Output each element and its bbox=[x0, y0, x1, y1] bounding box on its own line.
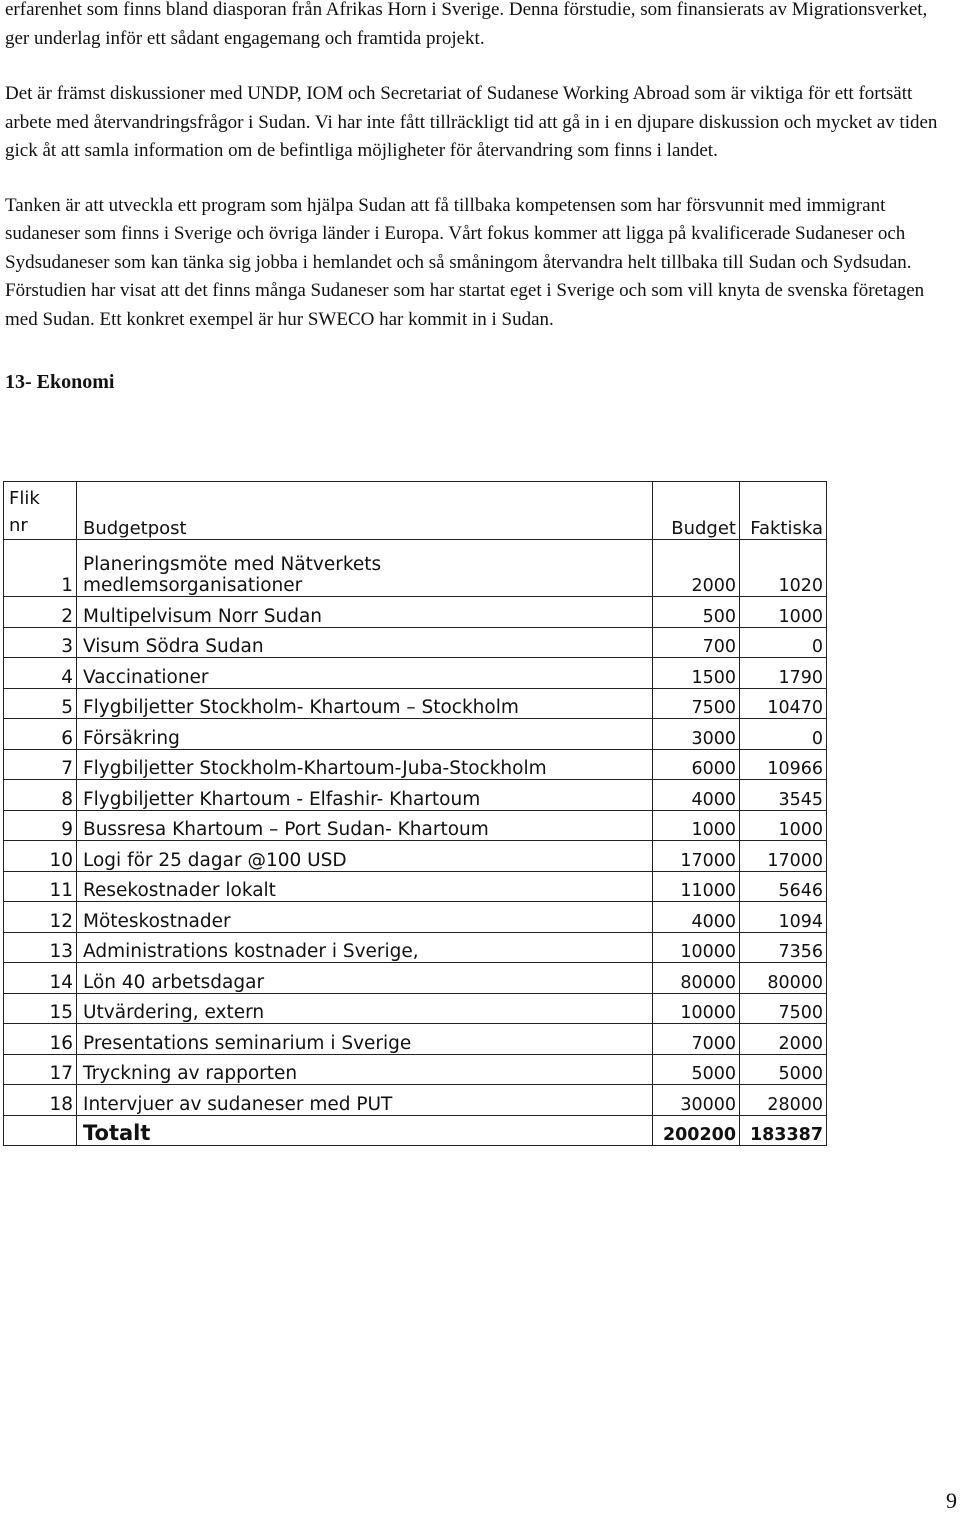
row-budget: 700 bbox=[653, 627, 740, 658]
row-nr: 2 bbox=[4, 597, 77, 628]
table-row bbox=[4, 658, 827, 689]
row-budget: 11000 bbox=[653, 871, 740, 902]
row-budget: 80000 bbox=[653, 963, 740, 994]
row-budget: 6000 bbox=[653, 749, 740, 780]
row-budget: 7000 bbox=[653, 1024, 740, 1055]
row-faktiska: 3545 bbox=[740, 780, 827, 811]
row-nr: 17 bbox=[4, 1054, 77, 1085]
row-nr: 15 bbox=[4, 993, 77, 1024]
row-budgetpost: Flygbiljetter Khartoum - Elfashir- Khartoum bbox=[77, 780, 653, 811]
row-nr: 11 bbox=[4, 871, 77, 902]
row-faktiska: 5646 bbox=[740, 871, 827, 902]
row-budgetpost: Presentations seminarium i Sverige bbox=[77, 1024, 653, 1055]
table-row bbox=[4, 841, 827, 872]
header-faktiska: Faktiska bbox=[740, 482, 827, 540]
table-row bbox=[4, 1054, 827, 1085]
table-row bbox=[4, 932, 827, 963]
table-header-row bbox=[4, 482, 827, 540]
row-budget: 17000 bbox=[653, 841, 740, 872]
total-nr-cell bbox=[4, 1115, 77, 1146]
row-budgetpost: Administrations kostnader i Sverige, bbox=[77, 932, 653, 963]
total-faktiska: 183387 bbox=[740, 1115, 827, 1146]
table-row bbox=[4, 963, 827, 994]
row-nr: 16 bbox=[4, 1024, 77, 1055]
row-faktiska: 17000 bbox=[740, 841, 827, 872]
header-flik-nr: Flik nr bbox=[4, 482, 77, 540]
row-faktiska: 1000 bbox=[740, 597, 827, 628]
row-budget: 2000 bbox=[653, 540, 740, 597]
row-budgetpost: Utvärdering, extern bbox=[77, 993, 653, 1024]
row-budget: 4000 bbox=[653, 780, 740, 811]
row-nr: 14 bbox=[4, 963, 77, 994]
section-heading: 13- Ekonomi bbox=[5, 371, 115, 393]
row-faktiska: 80000 bbox=[740, 963, 827, 994]
table-row bbox=[4, 902, 827, 933]
row-budgetpost: Planeringsmöte med Nätverkets medlemsorganisationer bbox=[77, 540, 653, 597]
row-budget: 10000 bbox=[653, 993, 740, 1024]
row-faktiska: 1094 bbox=[740, 902, 827, 933]
row-faktiska: 0 bbox=[740, 627, 827, 658]
row-nr: 3 bbox=[4, 627, 77, 658]
document-page bbox=[5, 0, 955, 396]
row-faktiska: 1790 bbox=[740, 658, 827, 689]
row-budget: 4000 bbox=[653, 902, 740, 933]
row-budgetpost: Visum Södra Sudan bbox=[77, 627, 653, 658]
row-nr: 7 bbox=[4, 749, 77, 780]
header-budget: Budget bbox=[653, 482, 740, 540]
row-nr: 12 bbox=[4, 902, 77, 933]
row-budgetpost: Intervjuer av sudaneser med PUT bbox=[77, 1085, 653, 1116]
row-budget: 500 bbox=[653, 597, 740, 628]
row-budget: 1500 bbox=[653, 658, 740, 689]
row-faktiska: 10470 bbox=[740, 688, 827, 719]
table-row bbox=[4, 871, 827, 902]
total-row bbox=[4, 1115, 827, 1146]
row-faktiska: 28000 bbox=[740, 1085, 827, 1116]
table-row bbox=[4, 540, 827, 597]
row-budgetpost: Bussresa Khartoum – Port Sudan- Khartoum bbox=[77, 810, 653, 841]
row-budgetpost: Flygbiljetter Stockholm- Khartoum – Stockholm bbox=[77, 688, 653, 719]
table-row bbox=[4, 627, 827, 658]
row-faktiska: 10966 bbox=[740, 749, 827, 780]
body-paragraph: Det är främst diskussioner med UNDP, IOM och Secretariat of Sudanese Working Abroad som är viktiga för ett fortsätt arbete med återvandringsfrågor i Sudan. Vi har inte fått tillräckligt tid att gå in i en djupare diskussion och mycket av tiden gick åt att samla information om de befintliga möjligheter för återvandring som finns i landet. bbox=[5, 83, 938, 161]
row-budget: 10000 bbox=[653, 932, 740, 963]
table-row bbox=[4, 688, 827, 719]
page-number: 9 bbox=[946, 1488, 957, 1513]
table-row bbox=[4, 1024, 827, 1055]
row-budgetpost: Vaccinationer bbox=[77, 658, 653, 689]
table-row bbox=[4, 719, 827, 750]
row-budgetpost: Resekostnader lokalt bbox=[77, 871, 653, 902]
row-budgetpost: Försäkring bbox=[77, 719, 653, 750]
row-nr: 10 bbox=[4, 841, 77, 872]
row-budgetpost: Logi för 25 dagar @100 USD bbox=[77, 841, 653, 872]
row-faktiska: 1020 bbox=[740, 540, 827, 597]
body-paragraph: erfarenhet som finns bland diasporan från Afrikas Horn i Sverige. Denna förstudie, som finansierats av Migrationsverket, ger underlag inför ett sådant engagemang och framtida projekt. bbox=[5, 0, 928, 49]
row-budgetpost: Möteskostnader bbox=[77, 902, 653, 933]
row-nr: 6 bbox=[4, 719, 77, 750]
total-budget: 200200 bbox=[653, 1115, 740, 1146]
table-row bbox=[4, 993, 827, 1024]
total-label: Totalt bbox=[77, 1115, 653, 1146]
row-budgetpost: Tryckning av rapporten bbox=[77, 1054, 653, 1085]
row-nr: 5 bbox=[4, 688, 77, 719]
table-row bbox=[4, 597, 827, 628]
table-row bbox=[4, 810, 827, 841]
row-nr: 9 bbox=[4, 810, 77, 841]
table-row bbox=[4, 1085, 827, 1116]
row-budget: 1000 bbox=[653, 810, 740, 841]
row-budget: 30000 bbox=[653, 1085, 740, 1116]
row-budgetpost: Flygbiljetter Stockholm-Khartoum-Juba-Stockholm bbox=[77, 749, 653, 780]
row-faktiska: 5000 bbox=[740, 1054, 827, 1085]
row-budgetpost: Multipelvisum Norr Sudan bbox=[77, 597, 653, 628]
header-budgetpost: Budgetpost bbox=[77, 482, 653, 540]
row-faktiska: 1000 bbox=[740, 810, 827, 841]
row-faktiska: 7356 bbox=[740, 932, 827, 963]
row-nr: 4 bbox=[4, 658, 77, 689]
row-nr: 18 bbox=[4, 1085, 77, 1116]
row-nr: 8 bbox=[4, 780, 77, 811]
row-faktiska: 0 bbox=[740, 719, 827, 750]
row-faktiska: 2000 bbox=[740, 1024, 827, 1055]
table-row bbox=[4, 749, 827, 780]
row-budget: 5000 bbox=[653, 1054, 740, 1085]
row-nr: 1 bbox=[4, 540, 77, 597]
body-paragraph: Tanken är att utveckla ett program som hjälpa Sudan att få tillbaka kompetensen som har försvunnit med immigrant sudaneser som finns i Sverige och övriga länder i Europa. Vårt fokus kommer att ligga på kvalificerade Sudaneser och Sydsudaneser som kan tänka sig jobba i hemlandet och så småningom återvandra helt tillbaka till Sudan och Sydsudan. Förstudien har visat att det finns många Sudaneser som har startat eget i Sverige och som vill knyta de svenska företagen med Sudan. Ett konkret exempel är hur SWECO har kommit in i Sudan. bbox=[5, 194, 925, 330]
row-budget: 3000 bbox=[653, 719, 740, 750]
row-faktiska: 7500 bbox=[740, 993, 827, 1024]
table-row bbox=[4, 780, 827, 811]
row-budgetpost: Lön 40 arbetsdagar bbox=[77, 963, 653, 994]
budget-table bbox=[3, 481, 827, 1146]
row-budget: 7500 bbox=[653, 688, 740, 719]
row-nr: 13 bbox=[4, 932, 77, 963]
